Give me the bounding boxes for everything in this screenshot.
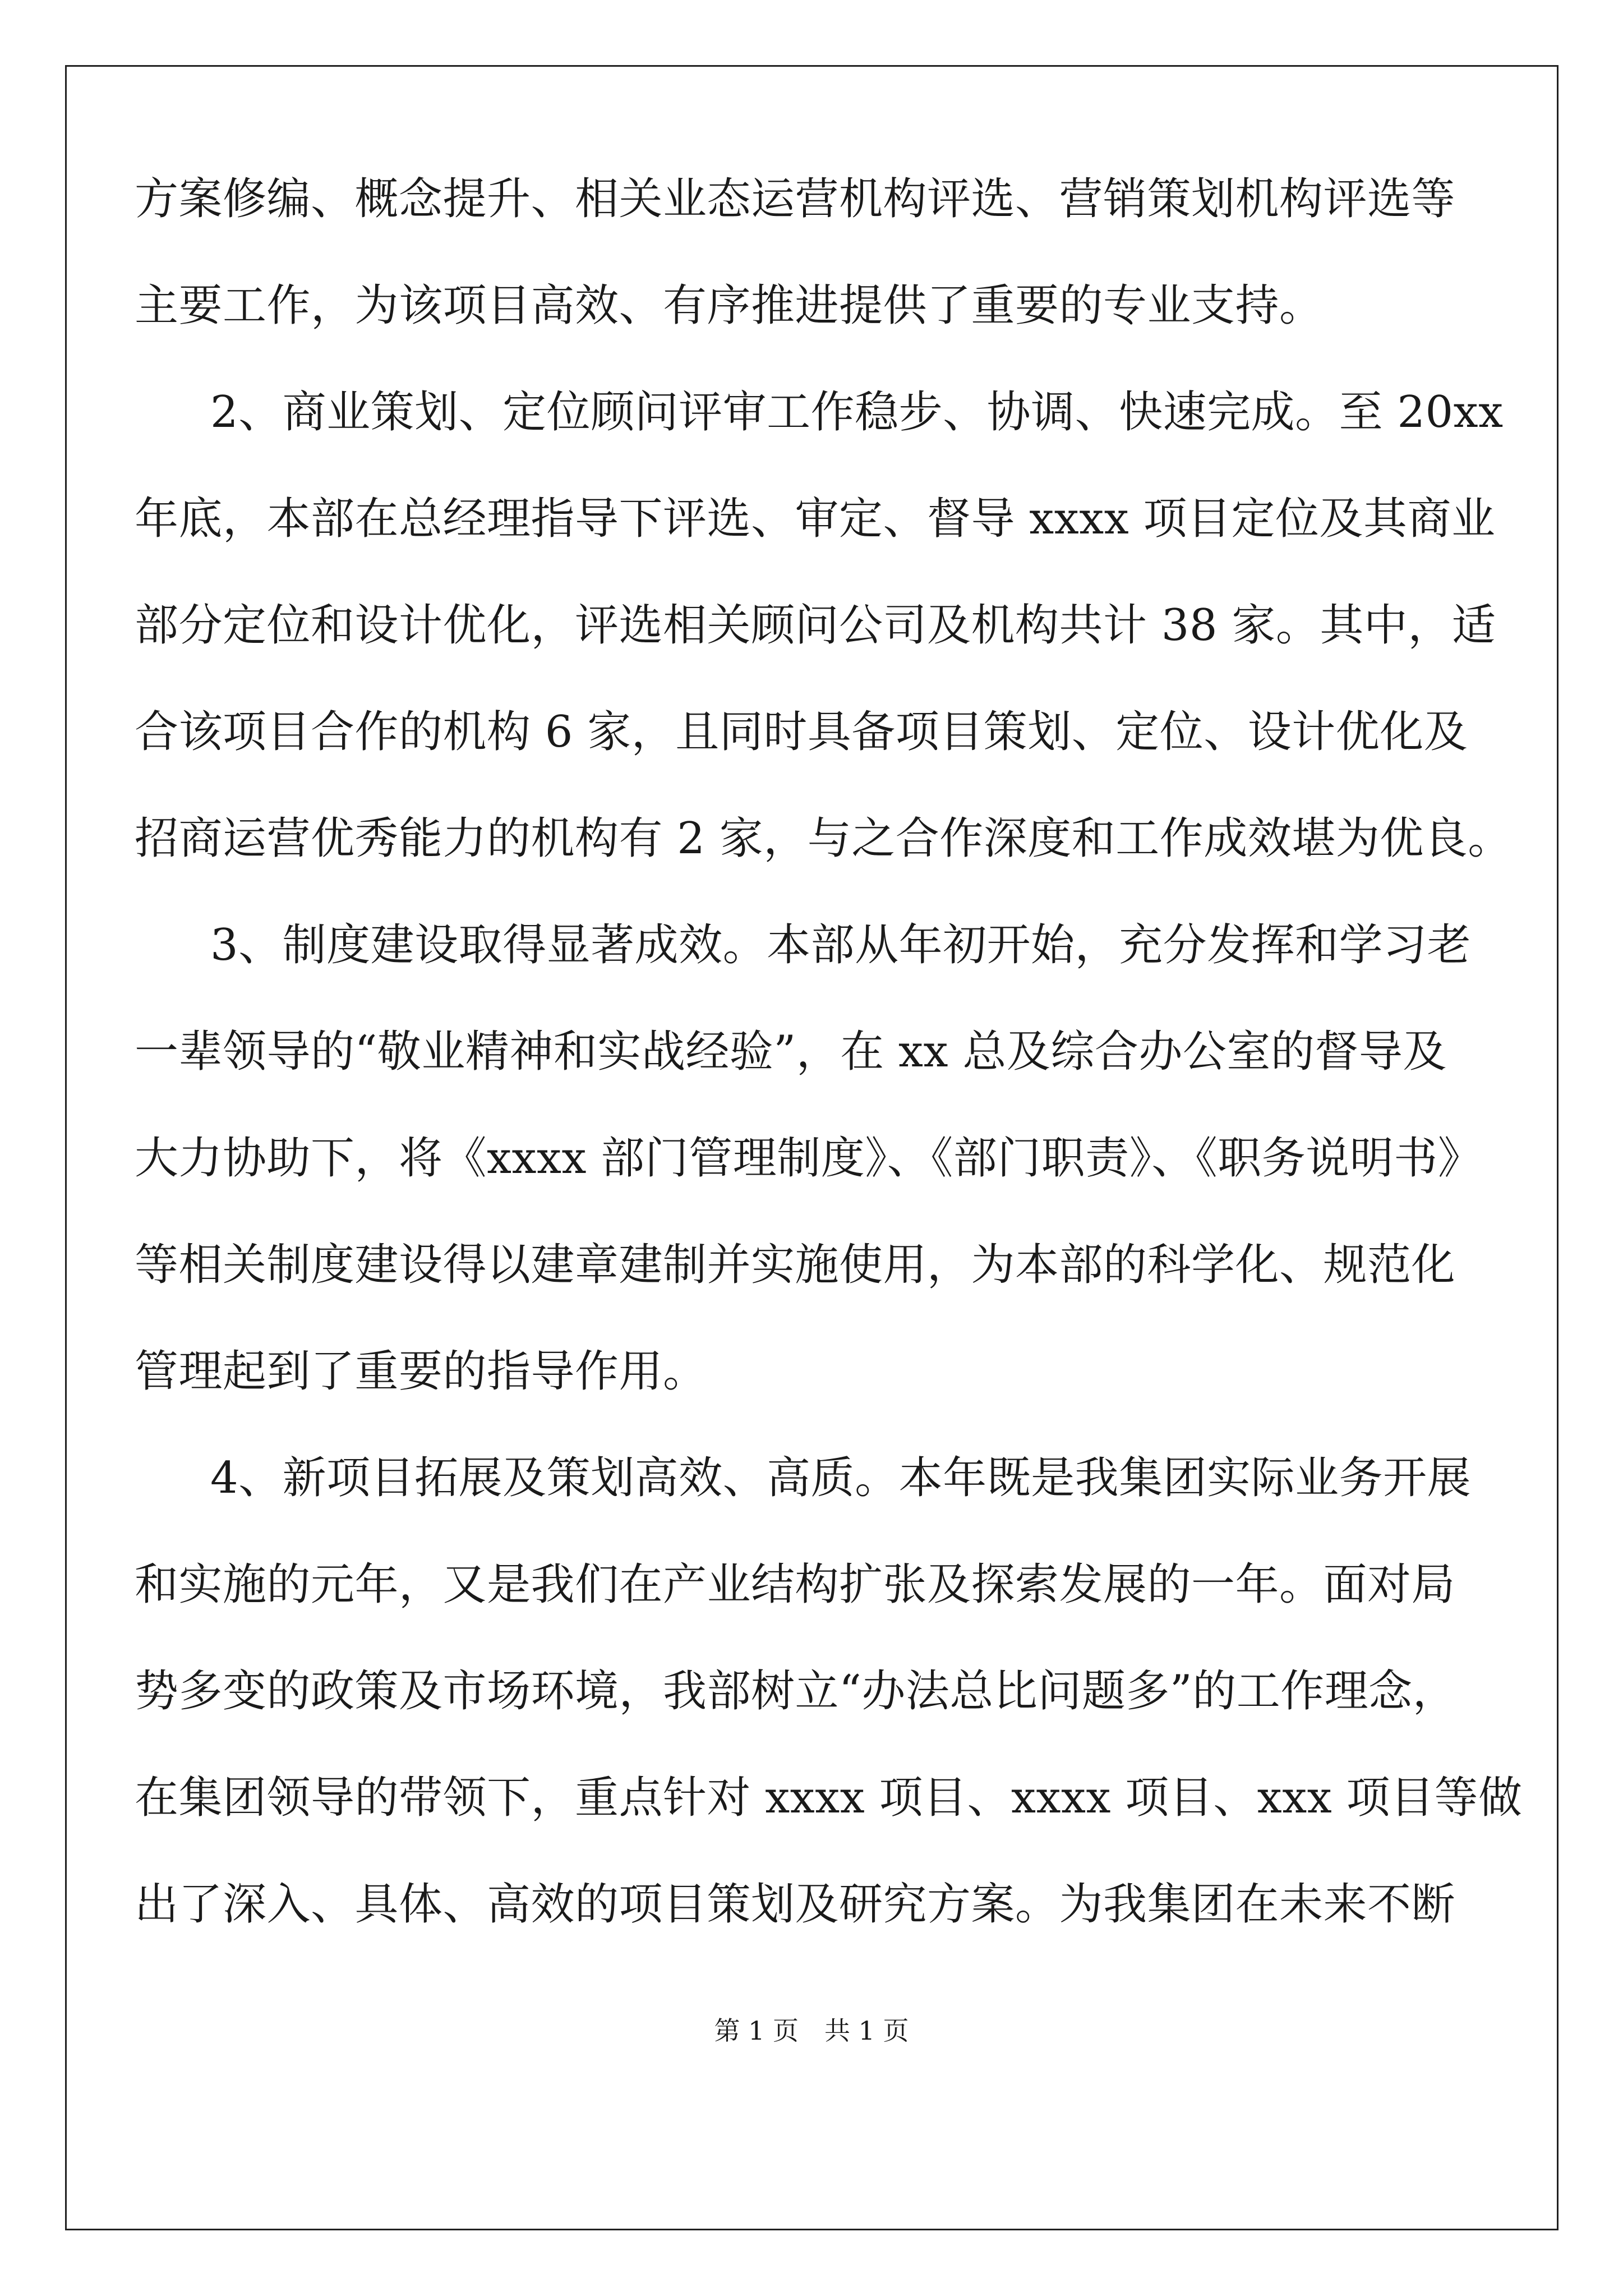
text-line: 出了深入、具体、高效的项目策划及研究方案。为我集团在未来不断 — [135, 1879, 1456, 1930]
page-footer: 第 1 页 共 1 页 — [714, 2016, 909, 2046]
text-line: 在集团领导的带领下，重点针对 xxxx 项目、xxxx 项目、xxx 项目等做 — [135, 1773, 1523, 1823]
text-line: 和实施的元年，又是我们在产业结构扩张及探索发展的一年。面对局 — [135, 1559, 1456, 1610]
text-line: 招商运营优秀能力的机构有 2 家，与之合作深度和工作成效堪为优良。 — [135, 813, 1512, 864]
text-line: 势多变的政策及市场环境，我部树立“办法总比问题多”的工作理念， — [135, 1666, 1457, 1717]
text-line: 合该项目合作的机构 6 家，且同时具备项目策划、定位、设计优化及 — [135, 707, 1468, 757]
paragraph-start-line: 3、制度建设取得显著成效。本部从年初开始，充分发挥和学习老 — [210, 920, 1472, 970]
text-line: 年底，本部在总经理指导下评选、审定、督导 xxxx 项目定位及其商业 — [135, 494, 1496, 544]
text-line: 主要工作，为该项目高效、有序推进提供了重要的专业支持。 — [135, 280, 1324, 331]
text-line: 方案修编、概念提升、相关业态运营机构评选、营销策划机构评选等 — [135, 174, 1456, 224]
paragraph-start-line: 2、商业策划、定位顾问评审工作稳步、协调、快速完成。至 20xx — [210, 387, 1504, 438]
paragraph-start-line: 4、新项目拓展及策划高效、高质。本年既是我集团实际业务开展 — [210, 1453, 1472, 1503]
text-line: 一辈领导的“敬业精神和实战经验”，在 xx 总及综合办公室的督导及 — [135, 1027, 1447, 1077]
text-line: 大力协助下，将《xxxx 部门管理制度》、《部门职责》、《职务说明书》 — [135, 1133, 1482, 1184]
text-line: 等相关制度建设得以建章建制并实施使用，为本部的科学化、规范化 — [135, 1240, 1456, 1290]
text-line: 部分定位和设计优化，评选相关顾问公司及机构共计 38 家。其中，适 — [135, 600, 1496, 651]
text-line: 管理起到了重要的指导作用。 — [135, 1346, 707, 1397]
